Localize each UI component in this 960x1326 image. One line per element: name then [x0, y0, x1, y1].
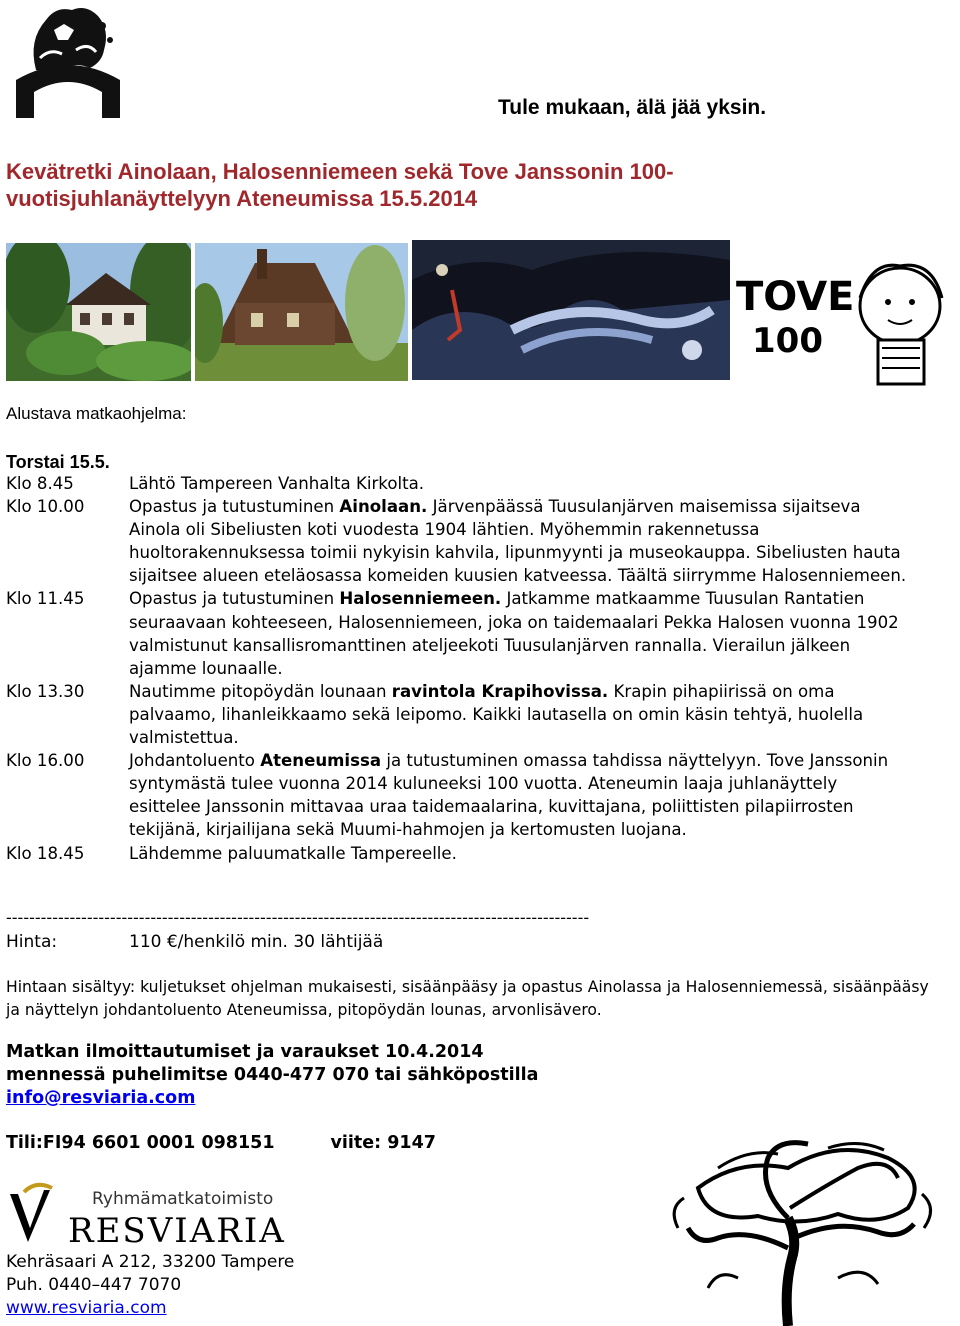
schedule-time: Klo 18.45 — [6, 843, 85, 863]
schedule-time: Klo 11.45 — [6, 589, 85, 609]
tove-jansson-artwork — [412, 240, 730, 380]
account-number: Tili:FI94 6601 0001 098151 — [6, 1133, 275, 1153]
company-subtitle: Ryhmämatkatoimisto — [92, 1189, 274, 1209]
address-street: Kehräsaari A 212, 33200 Tampere — [6, 1252, 295, 1272]
decorative-tree-illustration — [638, 1128, 954, 1326]
schedule-text: Opastus ja tutustuminen Halosenniemeen. Jatkamme matkaamme Tuusulan Rantatien seuraavaan kohteeseen, Halosenniemeen, joka on taidemaalari Pekka Halosen vuonna 1902 valmistunut kansallisromanttinen ateljeekoti Tuusulanjärven rannalla. Vierailun jälkeen ajamme lounaalle. — [129, 589, 899, 678]
included-text: Hintaan sisältyy: kuljetukset ohjelman mukaisesti, sisäänpääsy ja opastus Ainolassa ja Halosenniemessä, sisäänpääsy ja näyttelyn johdantoluento Ateneumissa, pitopöydän lounas, arvonlisävero. — [6, 978, 929, 1019]
tove-logo-number: 100 — [752, 321, 823, 361]
email-link[interactable]: info@resviaria.com — [6, 1088, 196, 1108]
program-title: Alustava matkaohjelma: — [6, 404, 187, 423]
schedule-time: Klo 16.00 — [6, 751, 85, 771]
schedule-time: Klo 8.45 — [6, 474, 74, 493]
schedule-text: Johdantoluento Ateneumissa ja tutustuminen omassa tahdissa näyttelyyn. Tove Janssonin syntymästä tulee vuonna 2014 kuluneeksi 100 vuotta. Ateneumin laaja juhlanäyttely esittelee Janssonin mittavaa uraa taidemaalarina, kuvittajana, poliittisten pilapiirrosten tekijänä, kirjailijana sekä Muumi-hahmojen ja kertomusten luojana. — [129, 751, 889, 840]
address-block — [6, 1251, 294, 1320]
address-phone: Puh. 0440–447 7070 — [6, 1275, 182, 1295]
reference-number: viite: 9147 — [330, 1133, 436, 1153]
tove-logo-word: TOVE — [736, 274, 855, 320]
schedule-text: Opastus ja tutustuminen Ainolaan. Järvenpäässä Tuusulanjärven maisemissa sijaitseva Ainola oli Sibeliusten koti vuodesta 1904 lähtien. Myöhemmin rakennetussa huoltorakennuksessa toimii nykyisin kahvila, lipunmyynti ja museokauppa. Sibeliusten hauta sijaitsee alueen eteläosassa komeiden kuusien katveessa. Täältä siirrymme Halosenniemeen. — [129, 497, 907, 586]
schedule-row — [6, 680, 911, 749]
schedule — [6, 472, 911, 865]
tove-100-logo — [732, 258, 958, 388]
lion-emblem-logo — [6, 0, 130, 118]
schedule-text: Lähdemme paluumatkalle Tampereelle. — [129, 843, 457, 863]
account-info — [6, 1133, 436, 1153]
resviaria-logo — [6, 1182, 306, 1254]
halosenniemi-photo — [195, 243, 408, 381]
registration-line-2: mennessä puhelimitse 0440-477 070 tai sähköpostilla — [6, 1065, 539, 1085]
price-label: Hinta: — [6, 932, 58, 952]
registration — [6, 1041, 538, 1110]
company-name: RESVIARIA — [68, 1211, 286, 1251]
registration-line-1: Matkan ilmoittautumiset ja varaukset 10.4.2014 — [6, 1042, 484, 1062]
schedule-row — [6, 842, 911, 865]
schedule-text: Nautimme pitopöydän lounaan ravintola Krapihovissa. Krapin pihapiirissä on oma palvaamo, lihanleikkaamo sekä leipomo. Kaikki lautasella on omin käsin tehtyä, huolella valmistettua. — [129, 681, 864, 748]
divider: ----------------------------------------------------------------------------------------------------- — [6, 908, 590, 927]
website-link[interactable]: www.resviaria.com — [6, 1298, 167, 1318]
schedule-time: Klo 13.30 — [6, 681, 85, 701]
headline-line-2: vuotisjuhlanäyttelyyn Ateneumissa 15.5.2014 — [6, 186, 478, 211]
price-value: 110 €/henkilö min. 30 lähtijää — [129, 932, 384, 952]
tagline: Tule mukaan, älä jää yksin. — [498, 96, 767, 119]
schedule-time: Klo 10.00 — [6, 497, 85, 517]
day-heading: Torstai 15.5. — [6, 452, 110, 472]
headline — [6, 158, 674, 212]
schedule-row — [6, 749, 911, 841]
schedule-row — [6, 587, 911, 679]
price — [6, 932, 383, 952]
schedule-row — [6, 472, 911, 495]
headline-line-1: Kevätretki Ainolaan, Halosenniemeen sekä Tove Janssonin 100- — [6, 159, 674, 184]
ainola-photo — [6, 243, 191, 381]
schedule-text: Lähtö Tampereen Vanhalta Kirkolta. — [129, 474, 425, 493]
schedule-row — [6, 495, 911, 587]
